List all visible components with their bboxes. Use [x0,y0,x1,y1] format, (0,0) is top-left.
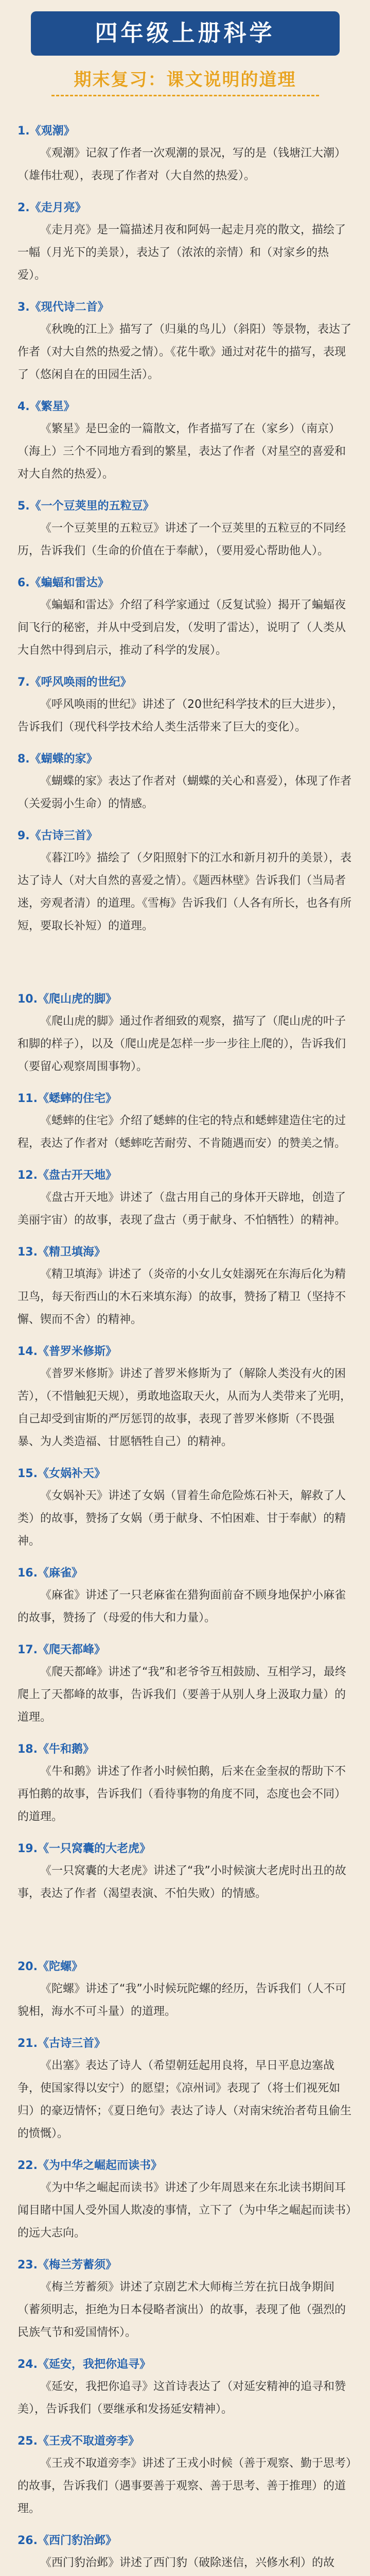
section-title: 24.《延安，我把你追寻》 [17,2358,151,2371]
page-subtitle: 期末复习：课文说明的道理 [51,65,319,96]
section-text: 《梅兰芳蓄须》讲述了京剧艺术大师梅兰芳在抗日战争期间（蓄须明志，拒绝为日本侵略者演出）的故事，表现了他（强烈的民族气节和爱国情怀）。 [17,2281,346,2339]
section-title: 3.《现代诗二首》 [17,301,109,314]
section-text: 《精卫填海》讲述了（炎帝的小女儿女娃溺死在东海后化为精卫鸟，每天衔西山的木石来填东海）的故事，赞扬了精卫（坚持不懈、锲而不舍）的精神。 [17,1268,346,1326]
section-text: 《出塞》表达了诗人（希望朝廷起用良将，早日平息边塞战争，使国家得以安宁）的愿望；《凉州词》表现了（将士们视死如归）的豪迈情怀；《夏日绝句》表达了诗人（对南宋统治者苟且偷生的愤慨）。 [17,2059,352,2140]
section-title: 19.《一只窝囊的大老虎》 [17,1842,151,1855]
page-title: 四年级上册科学 [31,11,340,56]
section-text: 《爬山虎的脚》通过作者细致的观察，描写了（爬山虎的叶子和脚的样子），以及（爬山虎是怎样一步一步往上爬的），告诉我们（要留心观察周围事物）。 [17,1015,346,1073]
section-title: 9.《古诗三首》 [17,829,98,842]
section-text: 《繁星》是巴金的一篇散文，作者描写了在（家乡）（南京）（海上）三个不同地方看到的繁星，表达了作者（对星空的喜爱和对大自然的热爱）。 [17,422,346,481]
section-title: 23.《梅兰芳蓄须》 [17,2259,117,2272]
section-text: 《为中华之崛起而读书》讲述了少年周恩来在东北读书期间耳闻目睹中国人受外国人欺凌的事情，立下了（为中华之崛起而读书）的远大志向。 [17,2181,352,2240]
section-text: 《蝙蝠和雷达》介绍了科学家通过（反复试验）揭开了蝙蝠夜间飞行的秘密，并从中受到启发，（发明了雷达），说明了（人类从大自然中得到启示，推动了科学的发展）。 [17,599,346,657]
section-title: 25.《王戎不取道旁李》 [17,2435,139,2448]
section-title: 18.《牛和鹅》 [17,1743,94,1756]
section-title: 6.《蝙蝠和雷达》 [17,577,109,589]
section-text: 《西门豹治邺》讲述了西门豹（破除迷信，兴修水利）的故 [40,2556,335,2569]
section-title: 1.《观潮》 [17,125,75,138]
section-text: 《盘古开天地》讲述了（盘古用自己的身体开天辟地，创造了美丽宇宙）的故事，表现了盘古（勇于献身、不怕牺牲）的精神。 [17,1191,346,1227]
section-title: 14.《普罗米修斯》 [17,1345,117,1358]
section-title: 13.《精卫填海》 [17,1246,105,1259]
section-text: 《麻雀》讲述了一只老麻雀在猎狗面前奋不顾身地保护小麻雀的故事，赞扬了（母爱的伟大和力量）。 [17,1589,346,1624]
section-title: 26.《西门豹治邺》 [17,2534,117,2547]
section-title: 5.《一个豆荚里的五粒豆》 [17,500,154,513]
section-title: 17.《爬天都峰》 [17,1643,105,1656]
section-title: 8.《蝴蝶的家》 [17,753,98,766]
section-title: 11.《蟋蟀的住宅》 [17,1092,117,1105]
section-text: 《观潮》记叙了作者一次观潮的景况，写的是（钱塘江大潮）（雄伟壮观），表现了作者对（大自然的热爱）。 [17,147,346,182]
section-text: 《陀螺》讲述了“我”小时候玩陀螺的经历，告诉我们（人不可貌相，海水不可斗量）的道理。 [17,1982,346,2018]
section-text: 《女娲补天》讲述了女娲（冒着生命危险炼石补天，解救了人类）的故事，赞扬了女娲（勇于献身、不怕困难、甘于奉献）的精神。 [17,1489,346,1548]
section-text: 《一只窝囊的大老虎》讲述了“我”小时候演大老虎时出丑的故事，表达了作者（渴望表演、不怕失败）的情感。 [17,1865,346,1900]
section-title: 22.《为中华之崛起而读书》 [17,2159,162,2172]
section-title: 12.《盘古开天地》 [17,1169,117,1182]
section-title: 7.《呼风唤雨的世纪》 [17,676,132,689]
section-text: 《爬天都峰》讲述了“我”和老爷爷互相鼓励、互相学习，最终爬上了天都峰的故事，告诉我们（要善于从别人身上汲取力量）的道理。 [17,1666,346,1724]
content-list [0,96,370,2576]
section-text: 《王戎不取道旁李》讲述了王戎小时候（善于观察、勤于思考）的故事，告诉我们（遇事要善于观察、善于思考、善于推理）的道理。 [17,2457,352,2515]
section-title: 4.《繁星》 [17,400,75,413]
section-text: 《呼风唤雨的世纪》讲述了（20世纪科学技术的巨大进步），告诉我们（现代科学技术给人类生活带来了巨大的变化）。 [17,698,343,734]
section-title: 20.《陀螺》 [17,1960,83,1973]
section-gap [17,1905,353,1946]
section-text: 《一个豆荚里的五粒豆》讲述了一个豆荚里的五粒豆的不同经历，告诉我们（生命的价值在于奉献），（要用爱心帮助他人）。 [17,522,346,557]
section-text: 《蟋蟀的住宅》介绍了蟋蟀的住宅的特点和蟋蟀建造住宅的过程，表达了作者对（蟋蟀吃苦耐劳、不肯随遇而安）的赞美之情。 [17,1114,346,1150]
section-title: 21.《古诗三首》 [17,2037,105,2050]
section-text: 《暮江吟》描绘了（夕阳照射下的江水和新月初升的美景），表达了诗人（对大自然的喜爱之情）。《题西林壁》告诉我们（当局者迷，旁观者清）的道理。《雪梅》告诉我们（人各有所长，也各有所短，要取长补短）的道理。 [17,852,352,933]
section-text: 《走月亮》是一篇描述月夜和阿妈一起走月亮的散文，描绘了一幅（月光下的美景），表达了（浓浓的亲情）和（对家乡的热爱）。 [17,224,346,282]
section-title: 10.《爬山虎的脚》 [17,993,117,1006]
section-text: 《普罗米修斯》讲述了普罗米修斯为了（解除人类没有火的困苦），（不惜触犯天规），勇敢地盗取天火，从而为人类带来了光明，自己却受到宙斯的严厉惩罚的故事，表现了普罗米修斯（不畏强暴、为人类造福、甘愿牺牲自己）的精神。 [17,1367,352,1448]
section-text: 《延安，我把你追寻》这首诗表达了（对延安精神的追寻和赞美），告诉我们（要继承和发扬延安精神）。 [17,2380,346,2416]
section-title: 16.《麻雀》 [17,1567,83,1580]
section-text: 《牛和鹅》讲述了作者小时候怕鹅，后来在金奎叔的帮助下不再怕鹅的故事，告诉我们（看待事物的角度不同，态度也会不同）的道理。 [17,1765,346,1823]
section-gap [17,938,353,979]
section-text: 《蝴蝶的家》表达了作者对（蝴蝶的关心和喜爱），体现了作者（关爱弱小生命）的情感。 [17,775,352,810]
section-title: 2.《走月亮》 [17,201,86,214]
section-title: 15.《女娲补天》 [17,1467,105,1480]
section-text: 《秋晚的江上》描写了（归巢的鸟儿）（斜阳）等景物，表达了作者（对大自然的热爱之情）。《花牛歌》通过对花牛的描写，表现了（悠闲自在的田园生活）。 [17,323,352,381]
